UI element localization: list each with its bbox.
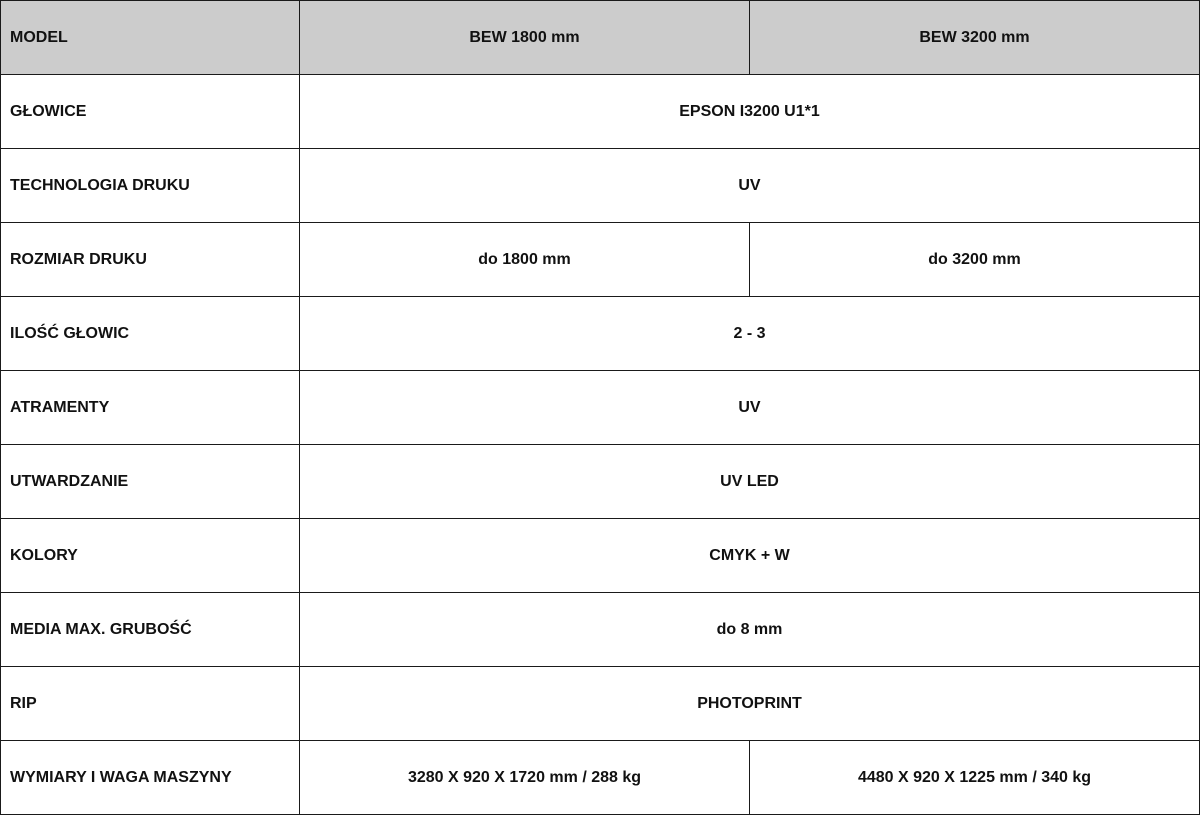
row-value: 2 - 3 xyxy=(300,297,1200,371)
table-row xyxy=(1,223,1200,297)
table-row xyxy=(1,445,1200,519)
row-label: ROZMIAR DRUKU xyxy=(1,223,300,297)
row-value: UV xyxy=(300,371,1200,445)
table-row xyxy=(1,149,1200,223)
model-label-cell: MODEL xyxy=(1,1,300,75)
table-row xyxy=(1,297,1200,371)
row-value: EPSON I3200 U1*1 xyxy=(300,75,1200,149)
model-a-cell: BEW 1800 mm xyxy=(300,1,750,75)
row-label: WYMIARY I WAGA MASZYNY xyxy=(1,741,300,815)
row-value: do 8 mm xyxy=(300,593,1200,667)
row-label: GŁOWICE xyxy=(1,75,300,149)
row-value-b: do 3200 mm xyxy=(750,223,1200,297)
row-value-b: 4480 X 920 X 1225 mm / 340 kg xyxy=(750,741,1200,815)
table-row xyxy=(1,371,1200,445)
row-label: MEDIA MAX. GRUBOŚĆ xyxy=(1,593,300,667)
table-row xyxy=(1,593,1200,667)
header-row xyxy=(1,1,1200,75)
row-label: RIP xyxy=(1,667,300,741)
row-label: TECHNOLOGIA DRUKU xyxy=(1,149,300,223)
table-row xyxy=(1,667,1200,741)
table-row xyxy=(1,519,1200,593)
model-b-cell: BEW 3200 mm xyxy=(750,1,1200,75)
row-label: UTWARDZANIE xyxy=(1,445,300,519)
row-value-a: 3280 X 920 X 1720 mm / 288 kg xyxy=(300,741,750,815)
row-label: ATRAMENTY xyxy=(1,371,300,445)
row-label: KOLORY xyxy=(1,519,300,593)
table-row xyxy=(1,741,1200,815)
row-value: CMYK + W xyxy=(300,519,1200,593)
row-value: UV xyxy=(300,149,1200,223)
row-label: ILOŚĆ GŁOWIC xyxy=(1,297,300,371)
table-row xyxy=(1,75,1200,149)
row-value: PHOTOPRINT xyxy=(300,667,1200,741)
row-value-a: do 1800 mm xyxy=(300,223,750,297)
row-value: UV LED xyxy=(300,445,1200,519)
